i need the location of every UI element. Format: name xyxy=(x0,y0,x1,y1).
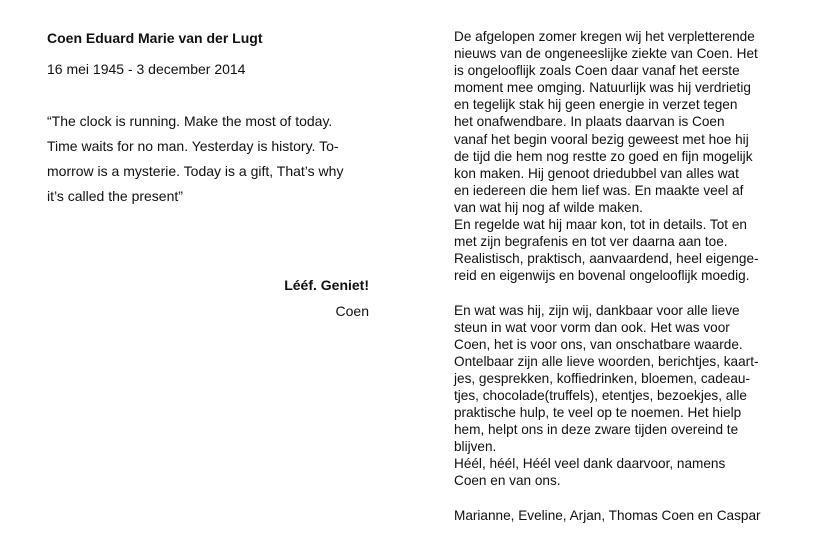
quote-line: morrow is a mysterie. Today is a gift, That’s why xyxy=(47,163,344,179)
right-panel xyxy=(454,28,794,524)
text-line: nieuws van de ongeneeslijke ziekte van Coen. Het xyxy=(454,46,758,62)
paragraph-thanks-intro xyxy=(454,28,794,284)
paragraph-thanks-support xyxy=(454,302,794,490)
quote-line: it’s called the present” xyxy=(47,188,183,204)
text-line: praktische hulp, te veel op te noemen. Het hielp xyxy=(454,405,742,421)
closing-signatures: Marianne, Eveline, Arjan, Thomas Coen en Caspar xyxy=(454,507,761,523)
deceased-name: Coen Eduard Marie van der Lugt xyxy=(47,30,263,46)
text-line: en tegelijk stak hij geen energie in verzet tegen xyxy=(454,97,738,113)
text-line: kon maken. Hij genoot driedubbel van alles wat xyxy=(454,165,739,181)
text-line: moment mee omging. Natuurlijk was hij verdrietig xyxy=(454,80,751,96)
text-line: Ontelbaar zijn alle lieve woorden, berichtjes, kaart- xyxy=(454,353,759,369)
text-line: reid en eigenwijs en bovenal ongelooflijk moedig. xyxy=(454,268,750,284)
text-line: Coen en van ons. xyxy=(454,473,561,489)
quote-line: Time waits for no man. Yesterday is history. To- xyxy=(47,138,339,154)
text-line: steun in wat voor vorm dan ook. Het was voor xyxy=(454,319,730,335)
text-line: van wat hij nog af wilde maken. xyxy=(454,199,643,215)
life-dates: 16 mei 1945 - 3 december 2014 xyxy=(47,61,246,77)
quote-line: “The clock is running. Make the most of today. xyxy=(47,113,333,129)
text-line: Coen, het is voor ons, van onschatbare waarde. xyxy=(454,336,743,352)
motto: Lééf. Geniet! xyxy=(284,277,369,293)
text-line: met zijn begrafenis en tot ver daarna aan toe. xyxy=(454,234,728,250)
text-line: Héél, héél, Héél veel dank daarvoor, namens xyxy=(454,456,726,472)
text-line: En regelde wat hij maar kon, tot in details. Tot en xyxy=(454,217,747,233)
text-line: het onafwendbare. In plaats daarvan is Coen xyxy=(454,114,725,130)
text-line: jes, gesprekken, koffiedrinken, bloemen, cadeau- xyxy=(454,370,750,386)
quote xyxy=(47,109,369,209)
text-line: En wat was hij, zijn wij, dankbaar voor alle lieve xyxy=(454,302,740,318)
text-line: hem, helpt ons in deze zware tijden overeind te xyxy=(454,422,739,438)
text-line: de tijd die hem nog restte zo goed en fijn mogelijk xyxy=(454,148,753,164)
text-line: is ongelooflijk zoals Coen daar vanaf het eerste xyxy=(454,63,740,79)
text-line: tjes, chocolade(truffels), etentjes, bezoekjes, alle xyxy=(454,387,747,403)
paragraph-gap xyxy=(454,284,794,301)
text-line: en iedereen die hem lief was. En maakte veel af xyxy=(454,182,744,198)
paragraph-gap xyxy=(454,490,794,507)
text-line: Realistisch, praktisch, aanvaardend, heel eigenge- xyxy=(454,251,759,267)
text-line: vanaf het begin vooral bezig geweest met hoe hij xyxy=(454,131,749,147)
text-line: blijven. xyxy=(454,439,497,455)
signature: Coen xyxy=(335,303,369,319)
text-line: De afgelopen zomer kregen wij het verpletterende xyxy=(454,29,755,44)
